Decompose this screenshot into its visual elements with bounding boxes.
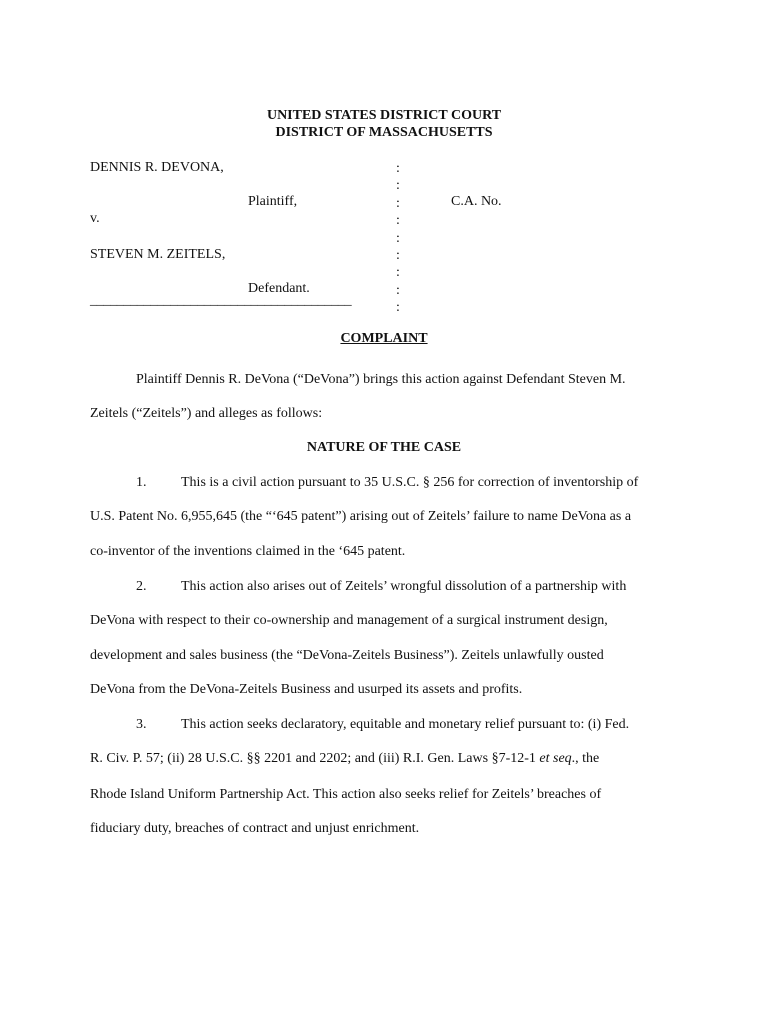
caption-colon: : [396, 265, 400, 281]
court-district: DISTRICT OF MASSACHUSETTS [275, 125, 493, 140]
plaintiff-name: DENNIS R. DEVONA, [90, 160, 224, 175]
section-heading: NATURE OF THE CASE [306, 440, 462, 455]
caption-colon: : [396, 247, 400, 263]
plaintiff-role: Plaintiff, [248, 194, 298, 209]
intro-line-2: Zeitels (“Zeitels”) and alleges as follows: [90, 406, 323, 421]
paragraph-3-line-1: This action seeks declaratory, equitable and monetary relief pursuant to: (i) Fed. [181, 717, 630, 732]
paragraph-3-et-seq: et seq [539, 751, 572, 766]
paragraph-number: 1. [136, 475, 147, 490]
caption-colon: : [396, 230, 400, 246]
paragraph-3-line-3: Rhode Island Uniform Partnership Act. This action also seeks relief for Zeitels’ breaches of [90, 787, 602, 802]
paragraph-2-line-2: DeVona with respect to their co-ownership and management of a surgical instrument design, [90, 613, 608, 628]
document-title-text: COMPLAINT [340, 331, 428, 346]
caption-colon: : [396, 178, 400, 194]
caption-colon: : [396, 213, 400, 229]
paragraph-1-line-1: This is a civil action pursuant to 35 U.S.C. § 256 for correction of inventorship of [181, 475, 639, 490]
caption-colon: : [396, 300, 400, 316]
paragraph-2-line-4: DeVona from the DeVona-Zeitels Business and usurped its assets and profits. [90, 682, 523, 697]
defendant-role: Defendant. [248, 281, 310, 296]
caption-colon-column [396, 162, 404, 319]
paragraph-2-line-1: This action also arises out of Zeitels’ wrongful dissolution of a partnership with [181, 579, 627, 594]
paragraph-3-line-2-end: ., the [571, 751, 600, 766]
caption-colon: : [396, 161, 400, 176]
paragraph-2-line-3: development and sales business (the “DeVona-Zeitels Business”). Zeitels unlawfully ousted [90, 648, 604, 663]
versus: v. [90, 211, 100, 226]
document-title [0, 332, 768, 346]
paragraph-3-line-2 [90, 752, 599, 766]
caption-colon: : [396, 195, 400, 211]
intro-line-1: Plaintiff Dennis R. DeVona (“DeVona”) brings this action against Defendant Steven M. [136, 372, 626, 387]
paragraph-number: 3. [136, 717, 147, 732]
case-number-label: C.A. No. [451, 194, 502, 209]
paragraph-1-line-2: U.S. Patent No. 6,955,645 (the “‘645 patent”) arising out of Zeitels’ failure to name DeVona as a [90, 509, 632, 524]
paragraph-number: 2. [136, 579, 147, 594]
defendant-name: STEVEN M. ZEITELS, [90, 247, 226, 262]
caption-colon: : [396, 282, 400, 298]
caption-rule: _______________________________________ [90, 293, 352, 308]
paragraph-3-line-2-text: R. Civ. P. 57; (ii) 28 U.S.C. §§ 2201 and 2202; and (iii) R.I. Gen. Laws §7-12-1 [90, 751, 540, 766]
paragraph-1-line-3: co-inventor of the inventions claimed in the ‘645 patent. [90, 544, 406, 559]
paragraph-3-line-4: fiduciary duty, breaches of contract and unjust enrichment. [90, 821, 420, 836]
court-name: UNITED STATES DISTRICT COURT [266, 108, 502, 123]
